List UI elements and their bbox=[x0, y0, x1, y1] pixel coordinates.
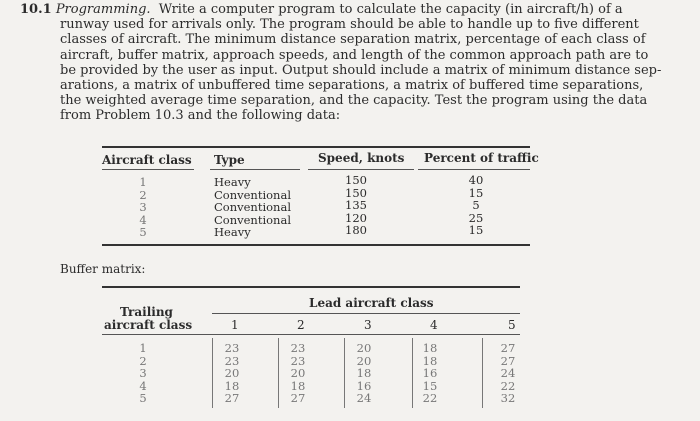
cell-percent: 25 bbox=[468, 210, 484, 225]
lead-2-column bbox=[288, 342, 308, 405]
problem-heading: Programming. bbox=[55, 2, 151, 17]
header-type: Type bbox=[214, 153, 245, 167]
problem-paragraph bbox=[20, 2, 680, 124]
problem-line: arations, a matrix of unbuffered time separations, a matrix of buffered time separations, bbox=[60, 78, 644, 94]
header-trailing-line2: aircraft class bbox=[104, 318, 193, 332]
lead-5-column bbox=[498, 342, 518, 405]
problem-line: from Problem 10.3 and the following data: bbox=[60, 108, 341, 124]
buffer-matrix-label: Buffer matrix: bbox=[60, 262, 146, 276]
cell-percent: 40 bbox=[468, 173, 484, 187]
cell-class: 2 bbox=[139, 187, 147, 202]
cell-buffer: 20 bbox=[290, 366, 306, 381]
problem-number: 10.1 bbox=[20, 2, 52, 17]
cell-percent: 15 bbox=[468, 185, 484, 200]
cell-buffer: 22 bbox=[500, 378, 516, 393]
cell-trailing-class: 3 bbox=[139, 366, 147, 381]
cell-buffer: 20 bbox=[356, 341, 372, 355]
problem-first-line bbox=[20, 2, 680, 17]
header-lead-class: Lead aircraft class bbox=[309, 296, 434, 310]
column-divider bbox=[344, 338, 345, 408]
header-rule bbox=[308, 169, 414, 170]
lead-header-rule bbox=[212, 313, 520, 314]
header-rule bbox=[418, 169, 530, 170]
cell-buffer: 27 bbox=[500, 341, 516, 355]
column-divider bbox=[278, 338, 279, 408]
cell-buffer: 18 bbox=[290, 378, 306, 393]
cell-class: 4 bbox=[139, 212, 147, 227]
column-divider bbox=[482, 338, 483, 408]
cell-buffer: 23 bbox=[224, 353, 240, 368]
cell-speed: 150 bbox=[345, 173, 367, 187]
cell-type: Conventional bbox=[214, 200, 292, 215]
table-top-rule bbox=[102, 146, 530, 148]
cell-class: 5 bbox=[139, 225, 147, 240]
cell-class: 1 bbox=[139, 175, 147, 189]
cell-percent: 5 bbox=[472, 198, 480, 213]
cell-buffer: 15 bbox=[422, 378, 438, 393]
speed-column bbox=[342, 174, 370, 237]
cell-trailing-class: 2 bbox=[139, 353, 147, 368]
lead-class-4: 4 bbox=[430, 318, 438, 332]
cell-type: Heavy bbox=[214, 225, 251, 240]
header-aircraft-class: Aircraft class bbox=[102, 153, 192, 167]
percent-column bbox=[466, 174, 486, 237]
cell-buffer: 23 bbox=[290, 341, 306, 355]
cell-percent: 15 bbox=[468, 223, 484, 238]
trailing-class-column bbox=[137, 342, 149, 405]
cell-speed: 135 bbox=[345, 198, 367, 213]
problem-line: the weighted average time separation, and the capacity. Test the program using the data bbox=[60, 93, 648, 109]
cell-buffer: 24 bbox=[500, 366, 516, 381]
cell-speed: 180 bbox=[345, 223, 367, 238]
table-bottom-rule bbox=[102, 244, 530, 246]
problem-line: Write a computer program to calculate the capacity (in aircraft/h) of a bbox=[158, 2, 623, 17]
cell-trailing-class: 4 bbox=[139, 378, 147, 393]
cell-buffer: 27 bbox=[290, 391, 306, 406]
problem-line: runway used for arrivals only. The program should be able to handle up to five different bbox=[60, 17, 639, 33]
lead-1-column bbox=[222, 342, 242, 405]
lead-3-column bbox=[354, 342, 374, 405]
column-divider bbox=[412, 338, 413, 408]
cell-buffer: 22 bbox=[422, 391, 438, 406]
header-rule bbox=[102, 169, 194, 170]
table-top-rule bbox=[102, 286, 520, 288]
cell-buffer: 23 bbox=[224, 341, 240, 355]
cell-trailing-class: 5 bbox=[139, 391, 147, 406]
cell-speed: 150 bbox=[345, 185, 367, 200]
cell-class: 3 bbox=[139, 200, 147, 215]
cell-buffer: 16 bbox=[422, 366, 438, 381]
lead-class-5: 5 bbox=[508, 318, 516, 332]
header-percent: Percent of traffic bbox=[424, 151, 539, 165]
cell-buffer: 23 bbox=[290, 353, 306, 368]
lead-4-column bbox=[420, 342, 440, 405]
cell-buffer: 18 bbox=[224, 378, 240, 393]
header-trailing-line1: Trailing bbox=[120, 305, 173, 319]
problem-line: classes of aircraft. The minimum distance separation matrix, percentage of each class of bbox=[60, 32, 646, 48]
cell-buffer: 27 bbox=[224, 391, 240, 406]
cell-buffer: 32 bbox=[500, 391, 516, 406]
cell-trailing-class: 1 bbox=[139, 341, 147, 355]
header-speed: Speed, knots bbox=[318, 151, 405, 165]
lead-class-3: 3 bbox=[364, 318, 372, 332]
class-column bbox=[136, 176, 150, 239]
problem-line: be provided by the user as input. Output should include a matrix of minimum distance sep- bbox=[60, 62, 662, 78]
cell-buffer: 18 bbox=[356, 366, 372, 381]
type-column bbox=[214, 176, 291, 239]
lead-class-2: 2 bbox=[297, 318, 305, 332]
cell-buffer: 16 bbox=[356, 378, 372, 393]
cell-buffer: 24 bbox=[356, 391, 372, 406]
problem-line: aircraft, buffer matrix, approach speeds, and length of the common approach path are to bbox=[60, 47, 649, 63]
lead-class-1: 1 bbox=[231, 318, 239, 332]
cell-buffer: 27 bbox=[500, 353, 516, 368]
cell-buffer: 20 bbox=[224, 366, 240, 381]
column-divider bbox=[212, 338, 213, 408]
cell-buffer: 18 bbox=[422, 341, 438, 355]
cell-type: Heavy bbox=[214, 175, 251, 189]
cell-buffer: 20 bbox=[356, 353, 372, 368]
cell-speed: 120 bbox=[345, 210, 367, 225]
header-bottom-rule bbox=[102, 334, 520, 335]
cell-type: Conventional bbox=[214, 212, 292, 227]
cell-buffer: 18 bbox=[422, 353, 438, 368]
cell-type: Conventional bbox=[214, 187, 292, 202]
header-rule bbox=[210, 169, 300, 170]
